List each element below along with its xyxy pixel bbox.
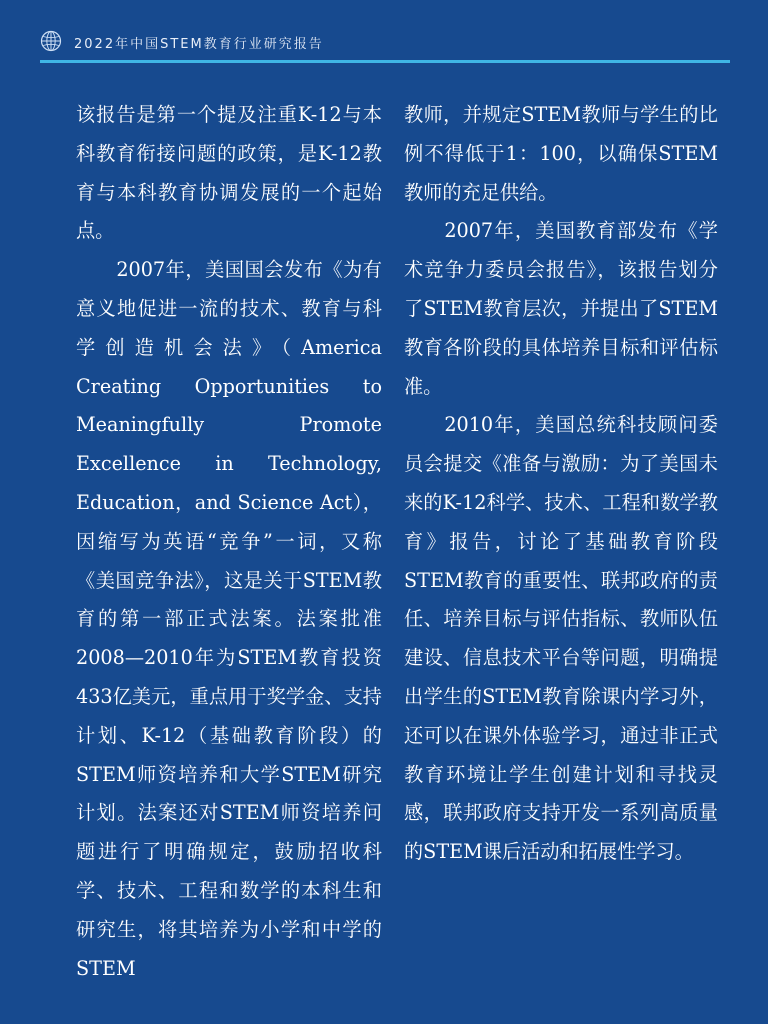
paragraph: 该报告是第一个提及注重K-12与本科教育衔接问题的政策，是K-12教育与本科教育协调发展的一个起始点。 bbox=[76, 103, 382, 243]
page-header bbox=[40, 28, 730, 64]
header-title: 2022年中国STEM教育行业研究报告 bbox=[74, 37, 324, 52]
paragraph: 2007年，美国国会发布《为有意义地促进一流的技术、教育与科学创造机会法》（America Creating Opportunities to Meaningfully Promote Excellence in Technology, Education，and Science Act），因缩写为英语“竞争”一词，又称《美国竞争法》，这是关于STEM教育的第一部正式法案。法案批准2008—2010年为STEM教育投资433亿美元，重点用于奖学金、支持计划、K-12（基础教育阶段）的STEM师资培养和大学STEM研究计划。法案还对STEM师资培养问题进行了明确规定，鼓励招收科学、技术、工程和数学的本科生和研究生，将其培养为小学和中学的STEM bbox=[76, 258, 382, 980]
header-divider bbox=[40, 60, 730, 63]
right-column bbox=[404, 96, 718, 872]
paragraph: 2010年，美国总统科技顾问委员会提交《准备与激励：为了美国未来的K-12科学、技术、工程和数学教育》报告，讨论了基础教育阶段STEM教育的重要性、联邦政府的责任、培养目标与评估指标、教师队伍建设、信息技术平台等问题，明确提出学生的STEM教育除课内学习外，还可以在课外体验学习，通过非正式教育环境让学生创建计划和寻找灵感，联邦政府支持开发一系列高质量的STEM课后活动和拓展性学习。 bbox=[404, 413, 718, 864]
globe-icon bbox=[40, 30, 62, 52]
paragraph: 2007年，美国教育部发布《学术竞争力委员会报告》，该报告划分了STEM教育层次，并提出了STEM教育各阶段的具体培养目标和评估标准。 bbox=[404, 219, 718, 398]
paragraph: 教师，并规定STEM教师与学生的比例不得低于1：100，以确保STEM教师的充足供给。 bbox=[404, 103, 718, 204]
left-column bbox=[76, 96, 382, 988]
